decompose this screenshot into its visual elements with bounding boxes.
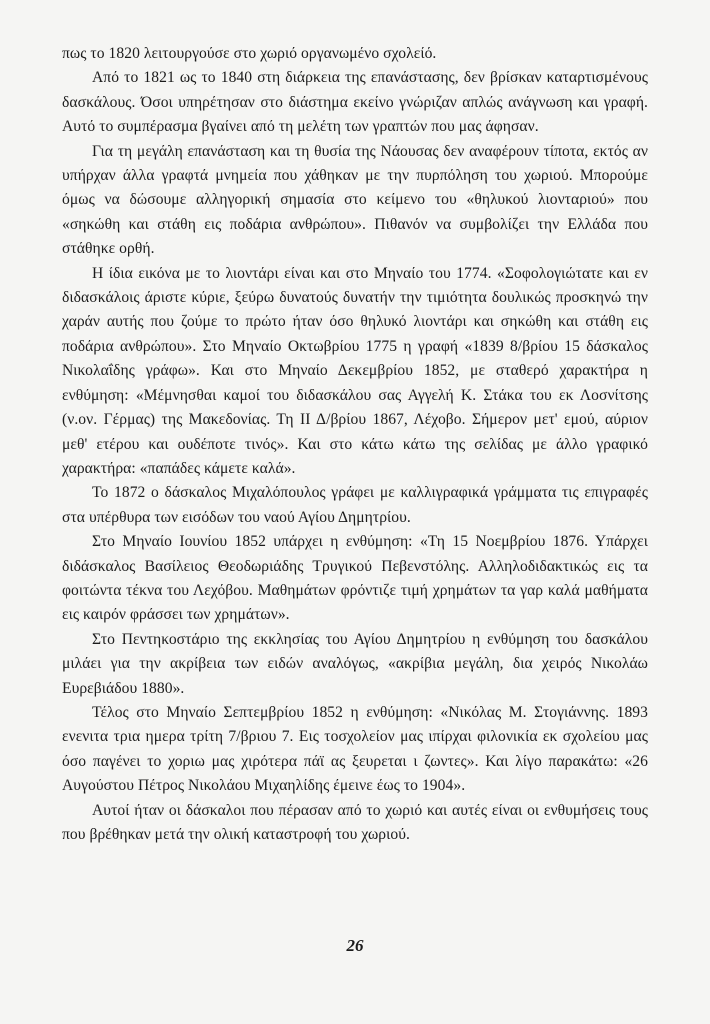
paragraph: Στο Πεντηκοστάριο της εκκλησίας του Αγίου Δημητρίου η ενθύμηση του δασκάλου μιλάει για την ακρίβεια των ειδών αναλόγως, «ακρίβια μεγάλη, δια χειρός Νικολάω Ευρεβιάδου 1880». [62,630,648,697]
body-text [62,42,648,847]
paragraph: Στο Μηναίο Ιουνίου 1852 υπάρχει η ενθύμηση: «Τη 15 Νοεμβρίου 1876. Υπάρχει διδάσκαλος Βασίλειος Θεοδωριάδης Τρυγικού Πεβενστόλης. Αλληλοδιδακτικώς εις τα φοιτώντα τέκνα του Λεχόβου. Μαθημάτων φρόντιζε τιμή χρημάτων τα γαρ καλά μαθήματα εις καιρόν φράσσει των χρημάτων». [62,533,648,624]
paragraph: Για τη μεγάλη επανάσταση και τη θυσία της Νάουσας δεν αναφέρουν τίποτα, εκτός αν υπήρχαν άλλα γραφτά μνημεία που χάθηκαν με την πυρπόληση του χωριού. Μπορούμε όμως να δώσουμε αλληγορική σημασία στο κείμενο του «θηλυκού λιονταριού» που «σηκώθη και στάθη εις ποδάρια ανθρώπου». Πιθανόν να συμβολίζει την Ελλάδα που στάθηκε ορθή. [62,142,648,258]
paragraph: Το 1872 ο δάσκαλος Μιχαλόπουλος γράφει με καλλιγραφικά γράμματα τις επιγραφές στα υπέρθυρα των εισόδων του ναού Αγίου Δημητρίου. [62,484,648,526]
paragraph-continuation: πως το 1820 λειτουργούσε στο χωριό οργανωμένο σχολείό. [62,45,437,62]
paragraph: Αυτοί ήταν οι δάσκαλοι που πέρασαν από το χωριό και αυτές είναι οι ενθυμήσεις τους που βρέθηκαν μετά την ολική καταστροφή του χωριού. [62,801,648,843]
paragraph: Από το 1821 ως το 1840 στη διάρκεια της επανάστασης, δεν βρίσκαν καταρτισμένους δασκάλους. Όσοι υπηρέτησαν στο διάστημα εκείνο γνώριζαν απλώς ανάγνωση και γραφή. Αυτό το συμπέρασμα βγαίνει από τη μελέτη των γραπτών που μας άφησαν. [62,69,648,136]
page-number: 26 [346,936,364,955]
paragraph: Η ίδια εικόνα με το λιοντάρι είναι και στο Μηναίο του 1774. «Σοφολογιώτατε και εν διδασκάλοις άριστε κύριε, ξεύρω δυνατούς δυνατήν την τιμιότητα δουλικώς προσκηνώ την χαράν αυτής που ζούμε το πρώτο ήταν όσο θηλυκό λιοντάρι και σηκώθη και στάθη εις ποδάρια ανθρώπου». Στο Μηναίο Οκτωβρίου 1775 η γραφή «1839 8/βρίου 15 δάσκαλος Νικολαΐδης γράφω». Και στο Μηναίο Δεκεμβρίου 1852, με σταθερό χαρακτήρα η ενθύμηση: «Μέμνησθαι καμοί του διδασκάλου σας Αγγελή Κ. Στάκα του εκ Λοσνίτσης (ν.ον. Γέρμας) της Μακεδονίας. Τη ΙΙ Δ/βρίου 1867, Λέχοβο. Σήμερον μετ' εμού, αύριον μεθ' ετέρου και ουδέποτε τινός». Και στο κάτω κάτω της σελίδας με άλλο γραφικό χαρακτήρα: «παπάδες κάμετε καλά». [62,264,648,477]
paragraph: Τέλος στο Μηναίο Σεπτεμβρίου 1852 η ενθύμηση: «Νικόλας Μ. Στογιάννης. 1893 ενενιτα τρια ημερα τρίτη 7/βριου 7. Εις τοσχολείον μας ιπίρχαι φιλονικία εκ σχολείου μας όσο παγένει το χοριω μας χιρότερα πάϊ ας ξευρεται ι ζωντες». Και λίγο παρακάτω: «26 Αυγούστου Πέτρος Νικολάου Μιχαηλίδης έμεινε έως το 1904». [62,703,648,795]
